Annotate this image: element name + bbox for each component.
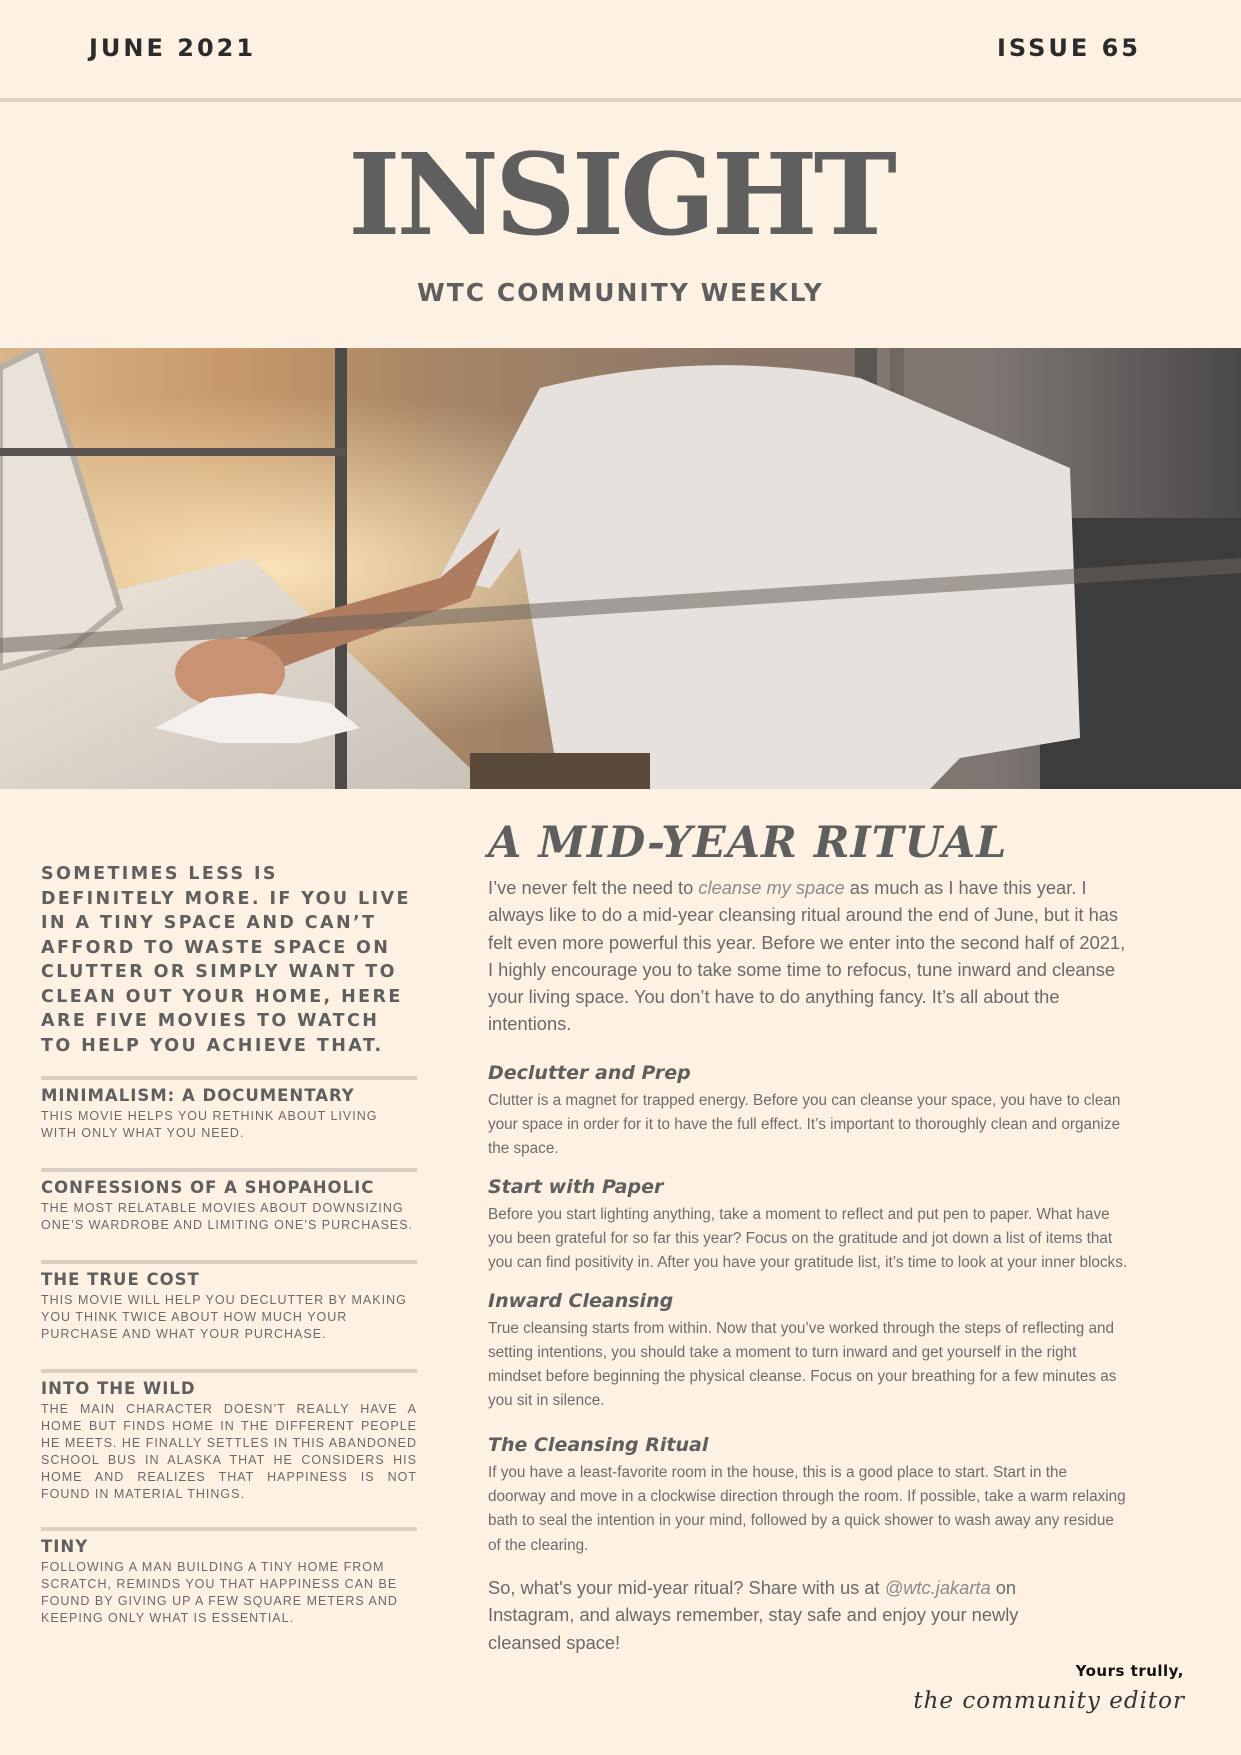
section-title: Inward Cleansing [488,1289,674,1312]
section-body: If you have a least-favorite room in the house, this is a good place to start. Start in the doorway and move in a clockwise direction through the room. If possible, take a warm relaxing bath to seal the intention in your mind, followed by a quick shower to wash away any residue of the clearing. [488,1463,1126,1554]
movie-description: THE MOST RELATABLE MOVIES ABOUT DOWNSIZING ONE’S WARDROBE AND LIMITING ONE’S PURCHASES. [41,1201,414,1232]
hero-photo [0,348,1241,789]
movie-title: INTO THE WILD [41,1379,196,1398]
signature: the community editor [913,1688,1185,1714]
movie-item [41,1168,417,1234]
section-body: Before you start lighting anything, take a moment to reflect and put pen to paper. What have you been grateful for so far this year? Focus on the gratitude and jot down a list of items that you can find positivity in. After you have your gratitude list, it’s time to look at your inner blocks. [488,1205,1128,1272]
section-body: True cleansing starts from within. Now that you’ve worked through the steps of reflecting and setting intentions, you should take a moment to turn inward and get yourself in the right mindset before beginning the physical cleanse. Focus on your breathing for a few minutes as you sit in silence. [488,1319,1117,1410]
movie-title: TINY [41,1537,89,1556]
movie-description: THE MAIN CHARACTER DOESN’T REALLY HAVE A HOME BUT FINDS HOME IN THE DIFFERENT PEOPLE HE MEETS. HE FINALLY SETTLES IN THIS ABANDONED SCHOOL BUS IN ALASKA THAT HE CONSIDERS HIS HOME AND REALIZES THAT HAPPINESS IS NOT FOUND IN MATERIAL THINGS. [41,1402,417,1501]
movie-item [41,1076,417,1142]
issue-date: JUNE 2021 [89,34,257,62]
movie-item [41,1260,417,1343]
outro-text: So, what's your mid-year ritual? Share with us at [488,1576,885,1598]
masthead-subtitle: WTC COMMUNITY WEEKLY [417,278,824,307]
article-outro [488,1574,1088,1656]
section-title: Declutter and Prep [488,1061,691,1084]
issue-number: ISSUE 65 [996,34,1141,62]
signoff: Yours trully, [1075,1662,1184,1680]
movie-recommendations [41,862,417,1627]
main-article [488,818,1128,1656]
movie-title: MINIMALISM: A DOCUMENTARY [41,1086,355,1105]
masthead-title: INSIGHT [348,130,893,261]
article-lead [488,874,1128,1038]
outro-text: on Instagram, and always remember, stay safe and enjoy your newly cleansed space! [488,1576,1019,1653]
lead-emphasis: cleanse my space [698,877,845,898]
instagram-handle: @wtc.jakarta [884,1576,991,1598]
movie-item [41,1527,417,1627]
article-title: A MID-YEAR RITUAL [488,818,1008,868]
movie-description: THIS MOVIE HELPS YOU RETHINK ABOUT LIVING WITH ONLY WHAT YOU NEED. [41,1109,378,1140]
sidebar-intro: SOMETIMES LESS IS DEFINITELY MORE. IF YOU LIVE IN A TINY SPACE AND CAN’T AFFORD TO WASTE SPACE ON CLUTTER OR SIMPLY WANT TO CLEAN OUT YOUR HOME, HERE ARE FIVE MOVIES TO WATCH TO HELP YOU ACHIEVE THAT. [41,864,411,1056]
movie-description: THIS MOVIE WILL HELP YOU DECLUTTER BY MAKING YOU THINK TWICE ABOUT HOW MUCH YOUR PURCHASE AND WHAT YOUR PURCHASE. [41,1293,407,1341]
header-divider [0,98,1241,102]
section-body: Clutter is a magnet for trapped energy. Before you can cleanse your space, you have to clean your space in order for it to have the full effect. It’s important to thoroughly clean and organize the space. [488,1091,1121,1158]
lead-text: as much as I have this year. I always like to do a mid-year cleansing ritual around the end of June, but it has felt even more powerful this year. Before we enter into the second half of 2021, I highly encourage you to take some time to refocus, tune inward and cleanse your living space. You don’t have to do anything fancy. It’s all about the intentions. [488,877,1126,1035]
hero-photo-illustration [0,348,1241,789]
movie-description: FOLLOWING A MAN BUILDING A TINY HOME FROM SCRATCH, REMINDS YOU THAT HAPPINESS CAN BE FOUND BY GIVING UP A FEW SQUARE METERS AND KEEPING ONLY WHAT IS ESSENTIAL. [41,1560,398,1625]
lead-text: I’ve never felt the need to [488,877,699,898]
movie-title: CONFESSIONS OF A SHOPAHOLIC [41,1178,375,1197]
movie-item [41,1369,417,1503]
section-title: The Cleansing Ritual [488,1433,709,1456]
section-title: Start with Paper [488,1175,664,1198]
movie-title: THE TRUE COST [41,1270,200,1289]
